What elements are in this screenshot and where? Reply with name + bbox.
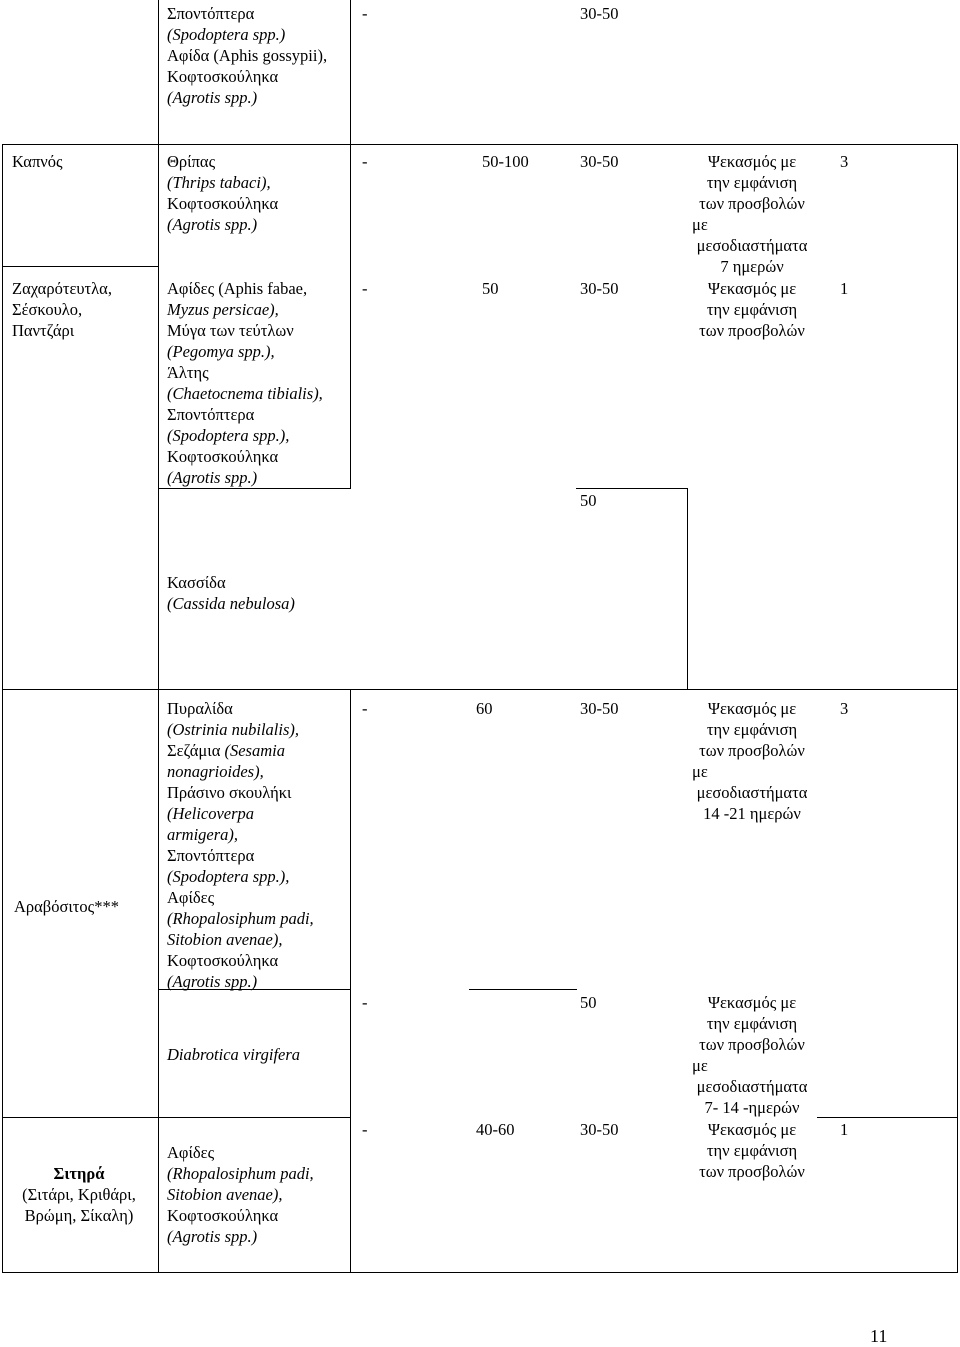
dash-diabrotica: - — [362, 993, 368, 1012]
pest-top-partial: Σποντόπτερα (Spodoptera spp.) Αφίδα (Aphis gossypii), Κοφτοσκούληκα (Agrotis spp.) — [167, 4, 328, 107]
dash-tobacco: - — [362, 152, 368, 171]
crop-maize: Αραβόσιτος*** — [14, 897, 119, 916]
apps-tobacco: 3 — [840, 152, 849, 171]
dose-tobacco: 50-100 — [482, 152, 529, 171]
dose-diabrotica: 50 — [580, 993, 597, 1012]
dash-maize: - — [362, 699, 368, 718]
page-number: 11 — [870, 1326, 888, 1346]
crop-cereals: Σιτηρά (Σιτάρι, Κριθάρι, Βρώμη, Σίκαλη) — [22, 1164, 136, 1225]
border-left-top — [158, 0, 159, 145]
dose-beet-cassida: 50 — [580, 491, 597, 510]
pest-cassida: Κασσίδα (Cassida nebulosa) — [167, 573, 295, 613]
row-divider-diabrotica-cereals — [2, 1117, 351, 1118]
pest-tobacco: Θρίπας (Thrips tabaci), Κοφτοσκούληκα (Agrotis spp.) — [167, 152, 279, 234]
dose-beet: 50 — [482, 279, 499, 298]
apps-cereals: 1 — [840, 1120, 849, 1139]
timing-maize: Ψεκασμός με την εμφάνιση των προσβολών με μεσοδιαστήματα 14 -21 ημερών — [692, 699, 808, 823]
pest-col-divider-1 — [350, 144, 351, 489]
timing-col-divider-1 — [687, 488, 688, 690]
pest-maize: Πυραλίδα (Ostrinia nubilalis), Σεζάμια (Sesamia nonagrioides), Πράσινο σκουλήκι (Helicoverpa armigera), Σποντόπτερα (Spodoptera spp.), Αφίδες (Rhopalosiphum padi, Sitobion avenae), Κοφτοσκούληκα (Agrotis spp.) — [167, 699, 314, 991]
crop-col-divider-1 — [158, 144, 159, 690]
table-left-edge-1 — [2, 144, 3, 690]
apps-maize: 3 — [840, 699, 849, 718]
water-tobacco: 30-50 — [580, 152, 619, 171]
row-divider-apps3 — [817, 1117, 957, 1118]
timing-cereals: Ψεκασμός με την εμφάνιση των προσβολών — [699, 1120, 805, 1181]
dose-maize: 60 — [476, 699, 493, 718]
table-right-edge-2 — [957, 689, 958, 1273]
dash-top: - — [362, 4, 368, 23]
dash-beet: - — [362, 279, 368, 298]
row-divider-maize — [2, 689, 957, 690]
water-cereals: 30-50 — [580, 1120, 619, 1139]
water-top: 30-50 — [580, 4, 619, 23]
crop-tobacco: Καπνός — [12, 152, 63, 171]
pest-diabrotica: Diabrotica virgifera — [167, 1045, 301, 1064]
crop-col-divider-2 — [158, 689, 159, 1273]
pest-col-divider-2 — [350, 689, 351, 1273]
pest-beet: Αφίδες (Aphis fabae, Myzus persicae), Μύγα των τεύτλων (Pegomya spp.), Άλτης (Chaetocnema tibialis), Σποντόπτερα (Spodoptera spp.), Κοφτοσκούληκα (Agrotis spp.) — [167, 279, 323, 487]
table-right-edge-1 — [957, 144, 958, 690]
crop-beet: Ζαχαρότευτλα, Σέσκουλο, Παντζάρι — [12, 279, 112, 340]
row-divider-tobacco-beet — [2, 266, 158, 267]
row-divider-beet-cassida — [158, 488, 351, 489]
row-divider-top — [2, 144, 957, 145]
border-right-top — [350, 0, 351, 145]
water-maize: 30-50 — [580, 699, 619, 718]
table-bottom-edge — [2, 1272, 958, 1273]
row-divider-dose50 — [576, 488, 688, 489]
water-beet: 30-50 — [580, 279, 619, 298]
timing-tobacco: Ψεκασμός με την εμφάνιση των προσβολών με μεσοδιαστήματα 7 ημερών — [692, 152, 808, 276]
dash-cereals: - — [362, 1120, 368, 1139]
timing-beet: Ψεκασμός με την εμφάνιση των προσβολών — [699, 279, 805, 340]
dose-cereals: 40-60 — [476, 1120, 515, 1139]
apps-beet: 1 — [840, 279, 849, 298]
pest-cereals: Αφίδες (Rhopalosiphum padi, Sitobion avenae), Κοφτοσκούληκα (Agrotis spp.) — [167, 1143, 314, 1246]
row-divider-dose60 — [469, 989, 577, 990]
timing-diabrotica: Ψεκασμός με την εμφάνιση των προσβολών με μεσοδιαστήματα 7- 14 -ημερών — [692, 993, 808, 1117]
